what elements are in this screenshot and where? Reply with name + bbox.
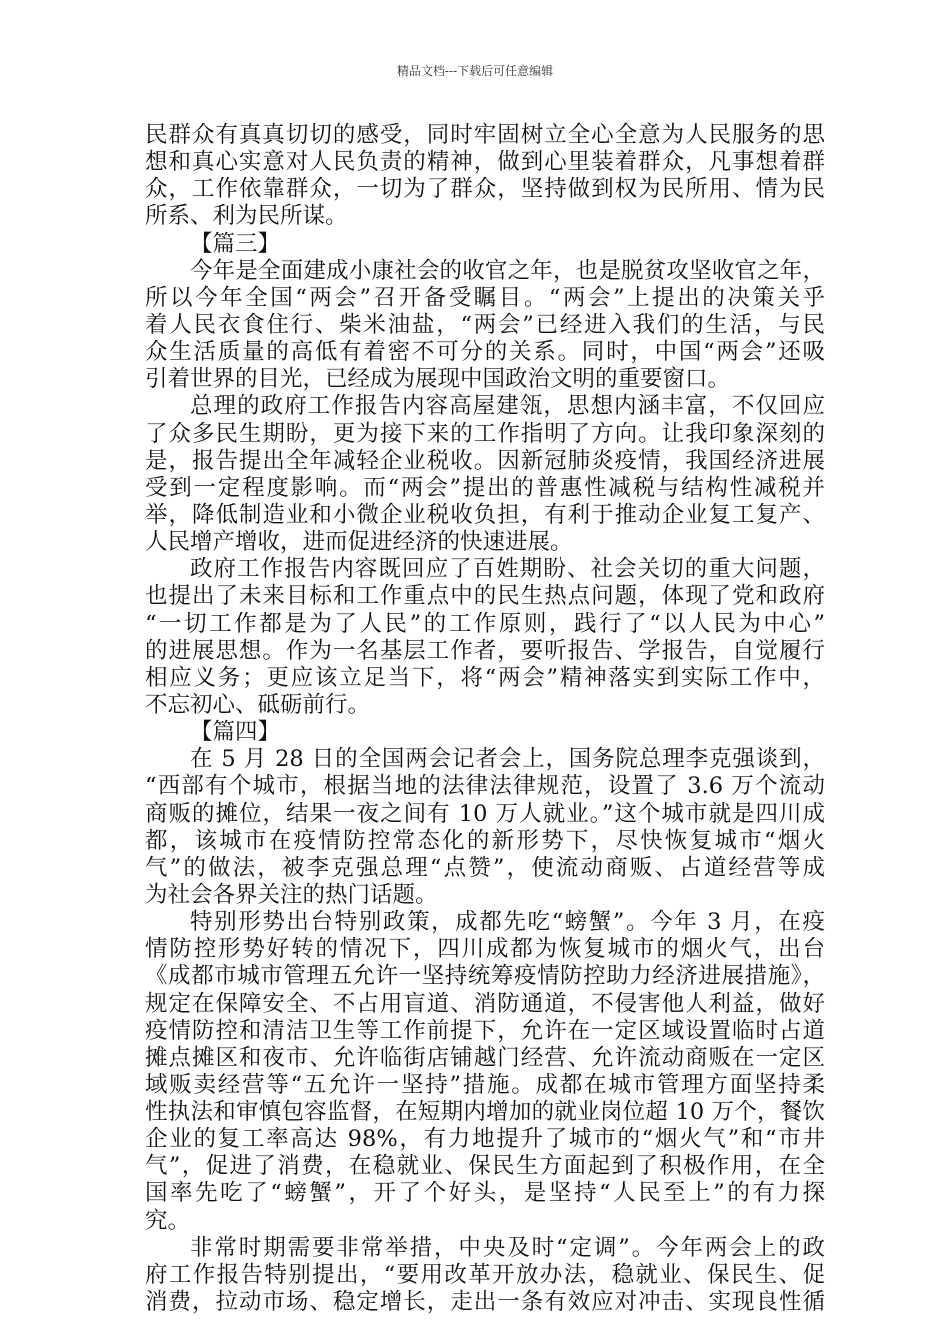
text-line: 总理的政府工作报告内容高屋建瓴，思想内涵丰富，不仅回应 (190, 393, 825, 420)
text-line: 摊点摊区和夜市、允许临街店铺越门经营、允许流动商贩在一定区 (145, 1044, 825, 1071)
text-line: 所系、利为民所谋。 (145, 203, 348, 230)
text-line: 商贩的摊位，结果一夜之间有 10 万人就业。”这个城市就是四川成 (145, 800, 825, 827)
text-line: 疫情防控和清洁卫生等工作前提下，允许在一定区域设置临时占道 (145, 1017, 825, 1044)
text-line: 今年是全面建成小康社会的收官之年，也是脱贫攻坚收官之年， (190, 257, 825, 284)
text-line: “一切工作都是为了人民”的工作原则，践行了“以人民为中心” (145, 610, 825, 637)
text-line: 都，该城市在疫情防控常态化的新形势下，尽快恢复城市“烟火 (145, 827, 825, 854)
section-heading: 【篇四】 (190, 719, 281, 746)
section-heading: 【篇三】 (190, 230, 281, 257)
text-line: 政府工作报告内容既回应了百姓期盼、社会关切的重大问题， (190, 556, 825, 583)
text-line: 企业的复工率高达 98%，有力地提升了城市的“烟火气”和“市井 (145, 1126, 825, 1153)
text-line: 气”，促进了消费，在稳就业、保民生方面起到了积极作用，在全 (145, 1153, 825, 1180)
text-line: 的进展思想。作为一名基层工作者，要听报告、学报告，自觉履行 (145, 637, 825, 664)
text-line: 国率先吃了“螃蟹”，开了个好头，是坚持“人民至上”的有力探 (145, 1180, 825, 1207)
text-line: 为社会各界关注的热门话题。 (145, 881, 438, 908)
text-line: 特别形势出台特别政策，成都先吃“螃蟹”。今年 3 月，在疫 (190, 909, 825, 936)
text-line: 究。 (145, 1207, 191, 1234)
text-line: 举，降低制造业和小微企业税收负担，有利于推动企业复工复产、 (145, 501, 825, 528)
text-line: 在 5 月 28 日的全国两会记者会上，国务院总理李克强谈到， (190, 746, 825, 773)
text-line: 域贩卖经营等“五允许一坚持”措施。成都在城市管理方面坚持柔 (145, 1071, 825, 1098)
text-line: 非常时期需要非常举措，中央及时“定调”。今年两会上的政 (190, 1234, 825, 1261)
text-line: 民群众有真真切切的感受，同时牢固树立全心全意为人民服务的思 (145, 122, 825, 148)
text-line: 所以今年全国“两会”召开备受瞩目。“两会”上提出的决策关乎 (145, 284, 825, 311)
text-line: 气”的做法，被李克强总理“点赞”，使流动商贩、占道经营等成 (145, 854, 825, 881)
text-line: 也提出了未来目标和工作重点中的民生热点问题，体现了党和政府 (145, 583, 825, 610)
text-line: 规定在保障安全、不占用盲道、消防通道，不侵害他人利益，做好 (145, 990, 825, 1017)
text-line: 引着世界的目光，已经成为展现中国政治文明的重要窗口。 (145, 366, 731, 393)
text-line: 府工作报告特别提出，“要用改革开放办法，稳就业、保民生、促 (145, 1261, 825, 1288)
text-line: 着人民衣食住行、柴米油盐，“两会”已经进入我们的生活，与民 (145, 311, 825, 338)
text-line: 情防控形势好转的情况下，四川成都为恢复城市的烟火气，出台 (145, 936, 825, 963)
text-line: 消费，拉动市场、稳定增长，走出一条有效应对冲击、实现良性循 (145, 1289, 825, 1316)
text-line: 了众多民生期盼，更为接下来的工作指明了方向。让我印象深刻的 (145, 420, 825, 447)
text-line: 受到一定程度影响。而“两会”提出的普惠性减税与结构性减税并 (145, 474, 825, 501)
text-line: 《成都市城市管理五允许一坚持统筹疫情防控助力经济进展措施》， (145, 963, 825, 990)
page-header: 精品文档---下载后可任意编辑 (396, 64, 554, 78)
text-line: 想和真心实意对人民负责的精神，做到心里装着群众，凡事想着群 (145, 149, 825, 176)
text-line: 人民增产增收，进而促进经济的快速进展。 (145, 529, 573, 556)
text-line: 性执法和审慎包容监督，在短期内增加的就业岗位超 10 万个，餐饮 (145, 1099, 825, 1126)
document-body (145, 122, 825, 1316)
text-line: 是，报告提出全年减轻企业税收。因新冠肺炎疫情，我国经济进展 (145, 447, 825, 474)
text-line: 众生活质量的高低有着密不可分的关系。同时，中国“两会”还吸 (145, 339, 825, 366)
text-line: 不忘初心、砥砺前行。 (145, 691, 371, 718)
text-line: “西部有个城市，根据当地的法律法律规范，设置了 3.6 万个流动 (145, 773, 825, 800)
text-line: 众，工作依靠群众，一切为了群众，坚持做到权为民所用、情为民 (145, 176, 825, 203)
text-line: 相应义务；更应该立足当下，将“两会”精神落实到实际工作中， (145, 664, 825, 691)
